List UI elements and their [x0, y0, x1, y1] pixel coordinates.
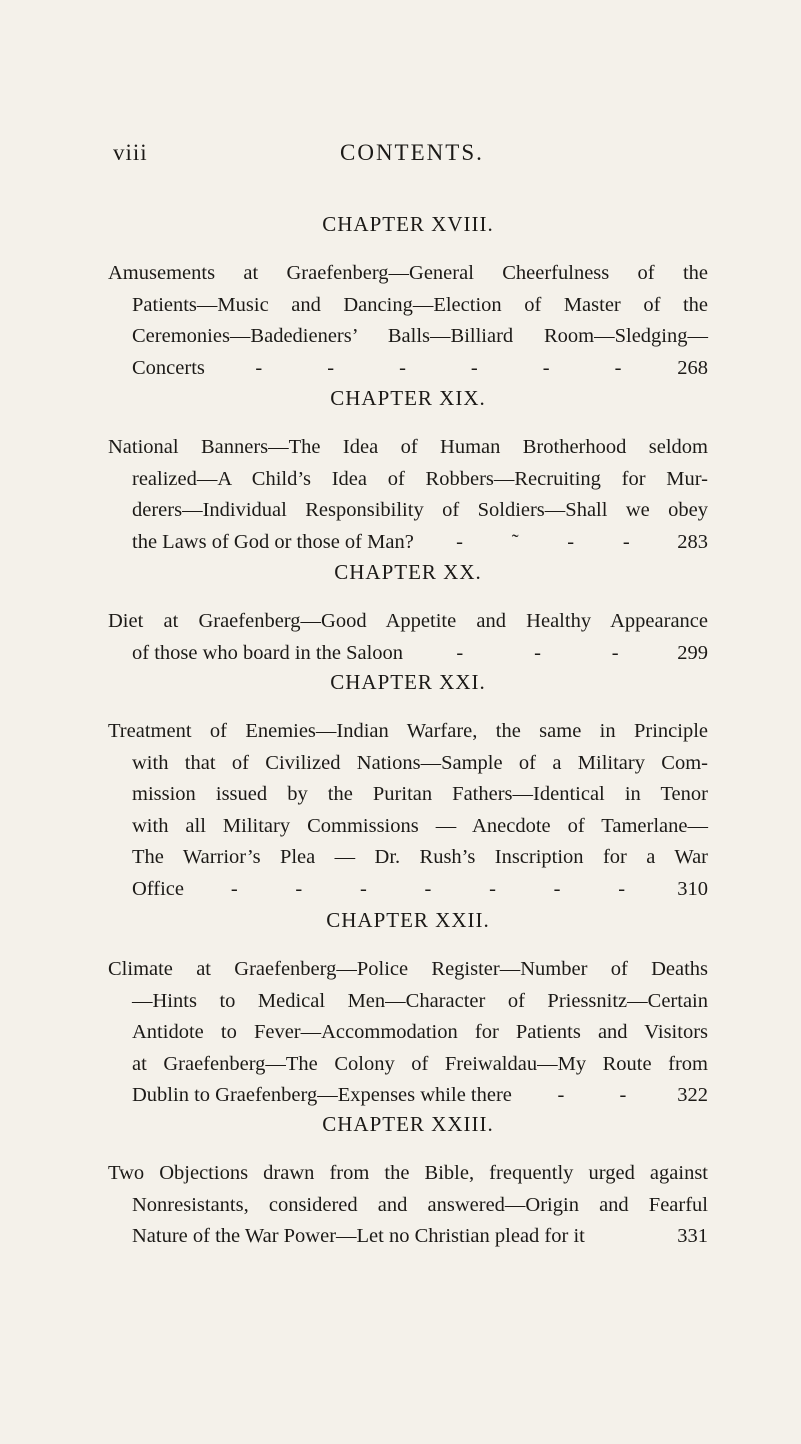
chapter-page-number: 322: [677, 1084, 708, 1106]
leader-dash: -: [255, 356, 263, 379]
summary-line: at Graefenberg—The Colony of Freiwaldau—My Route from: [132, 1052, 708, 1075]
summary-last-line: [108, 874, 708, 906]
chapter-summary: [108, 954, 708, 1112]
chapter-summary: [108, 606, 708, 669]
chapter-entry: [108, 1112, 708, 1253]
summary-line: Amusements at Graefenberg—General Cheerfulness of the: [108, 262, 708, 284]
leader-dash: -: [542, 356, 550, 379]
page-number: viii: [113, 140, 148, 165]
chapter-title: CHAPTER XVIII.: [322, 212, 494, 236]
leader-dash: -: [456, 641, 464, 664]
summary-line: Patients—Music and Dancing—Election of Master of the: [132, 293, 708, 316]
summary-line: Climate at Graefenberg—Police Register—Number of Deaths: [108, 958, 708, 980]
chapter-entry: [108, 908, 708, 1112]
chapter-summary: [108, 432, 708, 558]
chapter-page-number: 299: [677, 641, 708, 664]
summary-last-line: [108, 1080, 708, 1112]
leader-dash: -: [424, 877, 432, 900]
dot-leaders: [512, 1080, 672, 1112]
leader-dash: -: [534, 641, 541, 664]
leader-dash: -: [553, 877, 561, 900]
summary-line: derers—Individual Responsibility of Soldiers—Shall we obey: [132, 499, 708, 521]
summary-line: Antidote to Fever—Accommodation for Patients and Visitors: [132, 1021, 708, 1043]
chapter-page-number: 310: [677, 877, 708, 900]
leader-dash: -: [618, 877, 626, 900]
summary-last-line: [108, 638, 708, 670]
summary-line-text: Dublin to Graefenberg—Expenses while there: [132, 1084, 512, 1106]
summary-line: Diet at Graefenberg—Good Appetite and Healthy Appearance: [108, 610, 708, 632]
chapter-title: CHAPTER XX.: [334, 560, 482, 584]
chapter-entry: [108, 386, 708, 558]
summary-line: —Hints to Medical Men—Character of Priessnitz—Certain: [132, 989, 708, 1012]
chapter-entry: [108, 670, 708, 905]
summary-last-line: [108, 353, 708, 385]
chapter-title: CHAPTER XIX.: [330, 386, 486, 410]
chapter-summary: [108, 1158, 708, 1253]
summary-line: with that of Civilized Nations—Sample of a Military Com-: [132, 751, 708, 774]
running-title: CONTENTS.: [340, 140, 484, 165]
summary-line-text: of those who board in the Saloon: [132, 641, 404, 664]
leader-dash: -: [567, 530, 575, 553]
dot-leaders: [414, 527, 672, 559]
dot-leaders: [403, 638, 672, 670]
leader-dash: -: [619, 1084, 627, 1106]
page-header: [110, 140, 691, 180]
summary-line: The Warrior’s Plea — Dr. Rush’s Inscription for a War: [132, 846, 708, 868]
dot-leaders: [184, 874, 672, 906]
leader-dash: -: [614, 356, 622, 379]
chapter-title: CHAPTER XXI.: [330, 670, 486, 694]
leader-dash: -: [622, 530, 630, 553]
chapter-page-number: 283: [677, 530, 708, 553]
summary-line: Two Objections drawn from the Bible, frequently urged against: [108, 1162, 708, 1184]
leader-dash: -: [295, 877, 303, 900]
chapter-summary: [108, 716, 708, 905]
summary-line: with all Military Commissions — Anecdote of Tamerlane—: [132, 814, 708, 837]
chapter-title: CHAPTER XXII.: [326, 908, 490, 932]
chapter-title: CHAPTER XXIII.: [322, 1112, 494, 1136]
summary-line-text: Concerts: [132, 356, 205, 379]
summary-last-line: [108, 527, 708, 559]
leader-dash: -: [359, 877, 367, 900]
summary-line: National Banners—The Idea of Human Brotherhood seldom: [108, 436, 708, 458]
leader-dash: -: [327, 356, 335, 379]
summary-line: mission issued by the Puritan Fathers—Identical in Tenor: [132, 783, 708, 805]
summary-line-text: Office: [132, 877, 184, 900]
chapter-entry: [108, 560, 708, 669]
chapter-entry: [108, 212, 708, 384]
summary-line-text: Nature of the War Power—Let no Christian plead for it: [132, 1225, 585, 1247]
leader-dash: -: [489, 877, 496, 900]
dot-leaders: [585, 1221, 672, 1253]
chapter-summary: [108, 258, 708, 384]
leader-dash: -: [456, 530, 463, 553]
chapter-page-number: 331: [677, 1225, 708, 1247]
summary-line: Nonresistants, considered and answered—Origin and Fearful: [132, 1193, 708, 1216]
leader-dash: -: [557, 1084, 565, 1106]
summary-line-text: the Laws of God or those of Man?: [132, 530, 414, 553]
dot-leaders: [205, 353, 672, 385]
leader-dash: -: [399, 356, 406, 379]
leader-dash: -: [470, 356, 478, 379]
summary-line: Ceremonies—Badedieners’ Balls—Billiard Room—Sledging—: [132, 325, 708, 347]
leader-dash: -: [230, 877, 238, 900]
chapter-page-number: 268: [677, 356, 708, 379]
leader-dash: -: [611, 641, 619, 664]
summary-line: realized—A Child’s Idea of Robbers—Recruiting for Mur-: [132, 467, 708, 490]
summary-last-line: [108, 1221, 708, 1253]
leader-dash: ˜: [511, 530, 519, 553]
summary-line: Treatment of Enemies—Indian Warfare, the same in Principle: [108, 720, 708, 742]
